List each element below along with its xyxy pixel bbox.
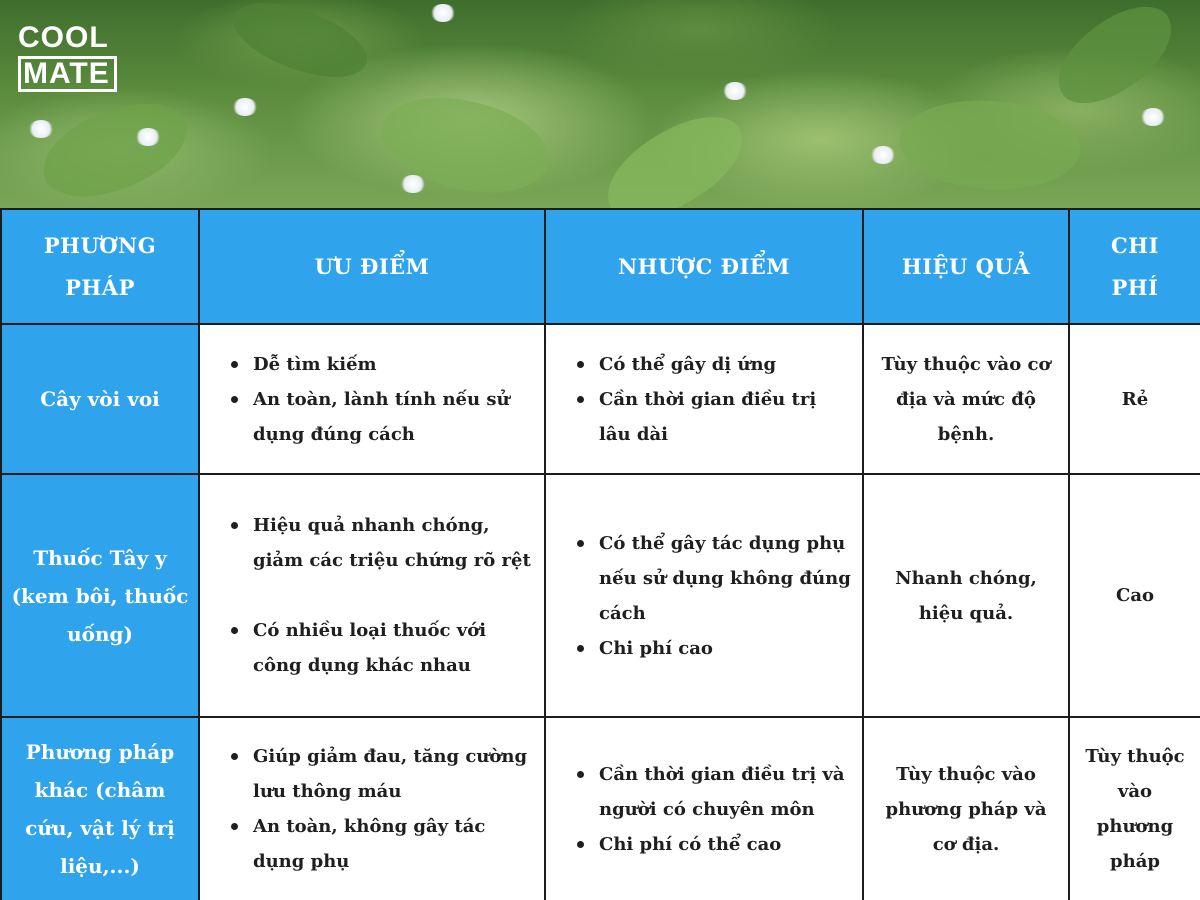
cons-cell [545,717,863,900]
white-flower [722,82,748,100]
coolmate-logo [18,22,118,92]
effect-cell: Tùy thuộc vào phương pháp và cơ địa. [863,717,1069,900]
method-cell: Thuốc Tây y (kem bôi, thuốc uống) [1,474,199,717]
leaf-shape [224,0,376,97]
cost-cell: Tùy thuộc vào phương pháp [1069,717,1200,900]
list-item: Giúp giảm đau, tăng cường lưu thông máu [228,739,534,809]
list-item: Cần thời gian điều trị lâu dài [574,382,852,452]
list-item: Có nhiều loại thuốc với công dụng khác nhau [228,613,534,683]
cons-list [546,757,862,862]
header-effect: HIỆU QUẢ [863,209,1069,324]
white-flower [870,146,896,164]
white-flower [400,175,426,193]
logo-text-top: COOL [18,21,109,54]
header-plant-photo [0,0,1200,208]
leaf-shape [370,74,561,208]
cons-list [546,526,862,666]
table-row [1,717,1200,900]
pros-list [200,347,544,452]
white-flower [1140,108,1166,126]
comparison-table [0,208,1200,900]
cons-cell [545,474,863,717]
list-item: Có thể gây tác dụng phụ nếu sử dụng không đúng cách [574,526,852,631]
list-item: Chi phí cao [574,631,852,666]
cost-cell: Rẻ [1069,324,1200,474]
cost-cell: Cao [1069,474,1200,717]
effect-cell: Tùy thuộc vào cơ địa và mức độ bệnh. [863,324,1069,474]
white-flower [135,128,161,146]
cons-list [546,347,862,452]
list-item: Chi phí có thể cao [574,827,852,862]
white-flower [430,4,456,22]
header-row [1,209,1200,324]
leaf-shape [591,102,759,208]
list-item: An toàn, lành tính nếu sử dụng đúng cách [228,382,534,452]
pros-cell [199,474,545,717]
table-row [1,474,1200,717]
header-cost: CHI PHÍ [1069,209,1200,324]
cons-cell [545,324,863,474]
header-method: PHƯƠNG PHÁP [1,209,199,324]
list-item: Hiệu quả nhanh chóng, giảm các triệu chứng rõ rệt [228,508,534,578]
pros-list [200,739,544,879]
header-cons: NHƯỢC ĐIỂM [545,209,863,324]
method-cell: Cây vòi voi [1,324,199,474]
pros-list [200,508,544,683]
leaf-shape [1041,0,1189,118]
pros-cell [199,717,545,900]
list-item: Dễ tìm kiếm [228,347,534,382]
table-row [1,324,1200,474]
list-item: Cần thời gian điều trị và người có chuyên môn [574,757,852,827]
list-item: Có thể gây dị ứng [574,347,852,382]
header-pros: ƯU ĐIỂM [199,209,545,324]
leaf-shape [32,92,198,208]
white-flower [28,120,54,138]
method-cell: Phương pháp khác (châm cứu, vật lý trị liệu,...) [1,717,199,900]
white-flower [232,98,258,116]
leaf-shape [894,85,1087,205]
pros-cell [199,324,545,474]
effect-cell: Nhanh chóng, hiệu quả. [863,474,1069,717]
list-item: An toàn, không gây tác dụng phụ [228,809,534,879]
logo-text-bottom: MATE [18,56,117,92]
